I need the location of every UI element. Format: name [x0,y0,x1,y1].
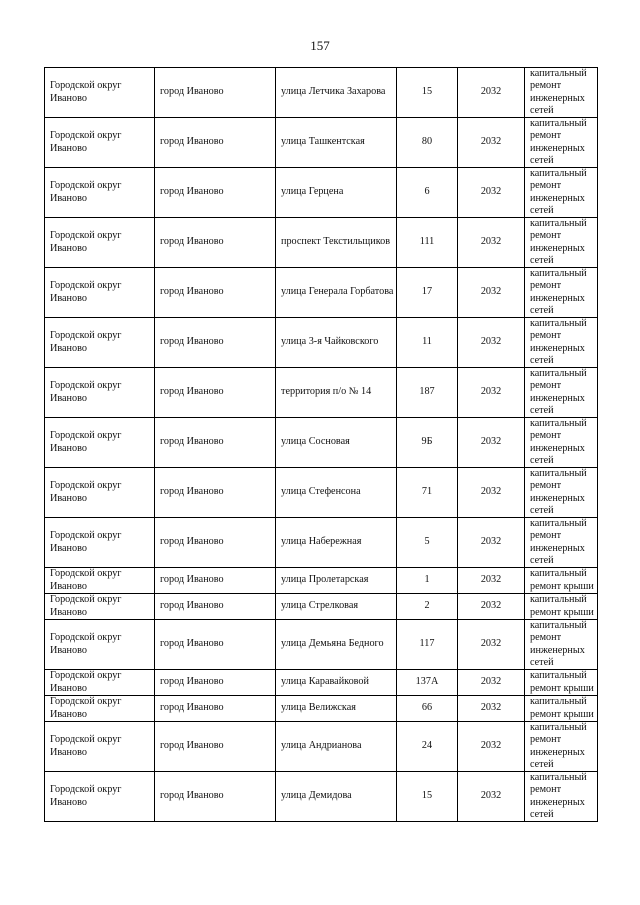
city-cell: город Иваново [155,568,276,594]
street-cell: улица Андрианова [276,722,397,772]
work-type-cell: капитальный ремонт крыши [525,568,598,594]
street-cell: улица Генерала Горбатова [276,268,397,318]
municipal-district-cell: Городской округ Иваново [45,594,155,620]
year-cell: 2032 [458,118,525,168]
table-row [45,268,598,318]
table-row [45,772,598,822]
table-row [45,118,598,168]
table-row [45,696,598,722]
year-cell: 2032 [458,468,525,518]
city-cell: город Иваново [155,268,276,318]
city-cell: город Иваново [155,218,276,268]
street-cell: улица Сосновая [276,418,397,468]
registry-table-body [45,68,598,822]
municipal-district-cell: Городской округ Иваново [45,620,155,670]
city-cell: город Иваново [155,68,276,118]
work-type-cell: капитальный ремонт инженерных сетей [525,168,598,218]
house-number-cell: 6 [397,168,458,218]
work-type-cell: капитальный ремонт инженерных сетей [525,268,598,318]
street-cell: улица Летчика Захарова [276,68,397,118]
municipal-district-cell: Городской округ Иваново [45,772,155,822]
table-row [45,318,598,368]
work-type-cell: капитальный ремонт инженерных сетей [525,518,598,568]
year-cell: 2032 [458,318,525,368]
table-row [45,368,598,418]
municipal-district-cell: Городской округ Иваново [45,670,155,696]
page-number: 157 [310,38,330,53]
registry-table [44,67,598,822]
municipal-district-cell: Городской округ Иваново [45,696,155,722]
municipal-district-cell: Городской округ Иваново [45,118,155,168]
year-cell: 2032 [458,568,525,594]
city-cell: город Иваново [155,696,276,722]
work-type-cell: капитальный ремонт инженерных сетей [525,218,598,268]
work-type-cell: капитальный ремонт инженерных сетей [525,418,598,468]
year-cell: 2032 [458,722,525,772]
city-cell: город Иваново [155,418,276,468]
street-cell: улица Набережная [276,518,397,568]
year-cell: 2032 [458,518,525,568]
work-type-cell: капитальный ремонт инженерных сетей [525,722,598,772]
city-cell: город Иваново [155,772,276,822]
house-number-cell: 71 [397,468,458,518]
house-number-cell: 17 [397,268,458,318]
year-cell: 2032 [458,68,525,118]
street-cell: проспект Текстильщиков [276,218,397,268]
street-cell: улица Герцена [276,168,397,218]
table-row [45,418,598,468]
year-cell: 2032 [458,168,525,218]
municipal-district-cell: Городской округ Иваново [45,418,155,468]
city-cell: город Иваново [155,594,276,620]
year-cell: 2032 [458,368,525,418]
work-type-cell: капитальный ремонт инженерных сетей [525,620,598,670]
year-cell: 2032 [458,670,525,696]
year-cell: 2032 [458,772,525,822]
table-row [45,568,598,594]
city-cell: город Иваново [155,368,276,418]
municipal-district-cell: Городской округ Иваново [45,722,155,772]
street-cell: улица Демьяна Бедного [276,620,397,670]
municipal-district-cell: Городской округ Иваново [45,218,155,268]
work-type-cell: капитальный ремонт инженерных сетей [525,368,598,418]
house-number-cell: 5 [397,518,458,568]
city-cell: город Иваново [155,468,276,518]
year-cell: 2032 [458,218,525,268]
table-row [45,670,598,696]
table-row [45,620,598,670]
municipal-district-cell: Городской округ Иваново [45,568,155,594]
street-cell: территория п/о № 14 [276,368,397,418]
work-type-cell: капитальный ремонт инженерных сетей [525,318,598,368]
table-row [45,68,598,118]
work-type-cell: капитальный ремонт инженерных сетей [525,68,598,118]
street-cell: улица Демидова [276,772,397,822]
house-number-cell: 187 [397,368,458,418]
house-number-cell: 11 [397,318,458,368]
city-cell: город Иваново [155,168,276,218]
work-type-cell: капитальный ремонт инженерных сетей [525,468,598,518]
street-cell: улица Велижская [276,696,397,722]
house-number-cell: 80 [397,118,458,168]
house-number-cell: 2 [397,594,458,620]
house-number-cell: 15 [397,772,458,822]
street-cell: улица Каравайковой [276,670,397,696]
work-type-cell: капитальный ремонт крыши [525,670,598,696]
street-cell: улица Стефенсона [276,468,397,518]
house-number-cell: 9Б [397,418,458,468]
house-number-cell: 117 [397,620,458,670]
municipal-district-cell: Городской округ Иваново [45,168,155,218]
house-number-cell: 111 [397,218,458,268]
year-cell: 2032 [458,696,525,722]
year-cell: 2032 [458,594,525,620]
work-type-cell: капитальный ремонт крыши [525,594,598,620]
city-cell: город Иваново [155,518,276,568]
house-number-cell: 24 [397,722,458,772]
municipal-district-cell: Городской округ Иваново [45,468,155,518]
house-number-cell: 15 [397,68,458,118]
street-cell: улица 3-я Чайковского [276,318,397,368]
year-cell: 2032 [458,268,525,318]
city-cell: город Иваново [155,722,276,772]
city-cell: город Иваново [155,620,276,670]
year-cell: 2032 [458,620,525,670]
year-cell: 2032 [458,418,525,468]
municipal-district-cell: Городской округ Иваново [45,518,155,568]
municipal-district-cell: Городской округ Иваново [45,268,155,318]
municipal-district-cell: Городской округ Иваново [45,368,155,418]
house-number-cell: 66 [397,696,458,722]
work-type-cell: капитальный ремонт инженерных сетей [525,118,598,168]
street-cell: улица Ташкентская [276,118,397,168]
table-row [45,468,598,518]
table-row [45,218,598,268]
table-row [45,722,598,772]
table-row [45,594,598,620]
municipal-district-cell: Городской округ Иваново [45,68,155,118]
work-type-cell: капитальный ремонт инженерных сетей [525,772,598,822]
city-cell: город Иваново [155,670,276,696]
house-number-cell: 137А [397,670,458,696]
city-cell: город Иваново [155,118,276,168]
street-cell: улица Стрелковая [276,594,397,620]
table-row [45,518,598,568]
table-row [45,168,598,218]
street-cell: улица Пролетарская [276,568,397,594]
city-cell: город Иваново [155,318,276,368]
municipal-district-cell: Городской округ Иваново [45,318,155,368]
house-number-cell: 1 [397,568,458,594]
work-type-cell: капитальный ремонт крыши [525,696,598,722]
